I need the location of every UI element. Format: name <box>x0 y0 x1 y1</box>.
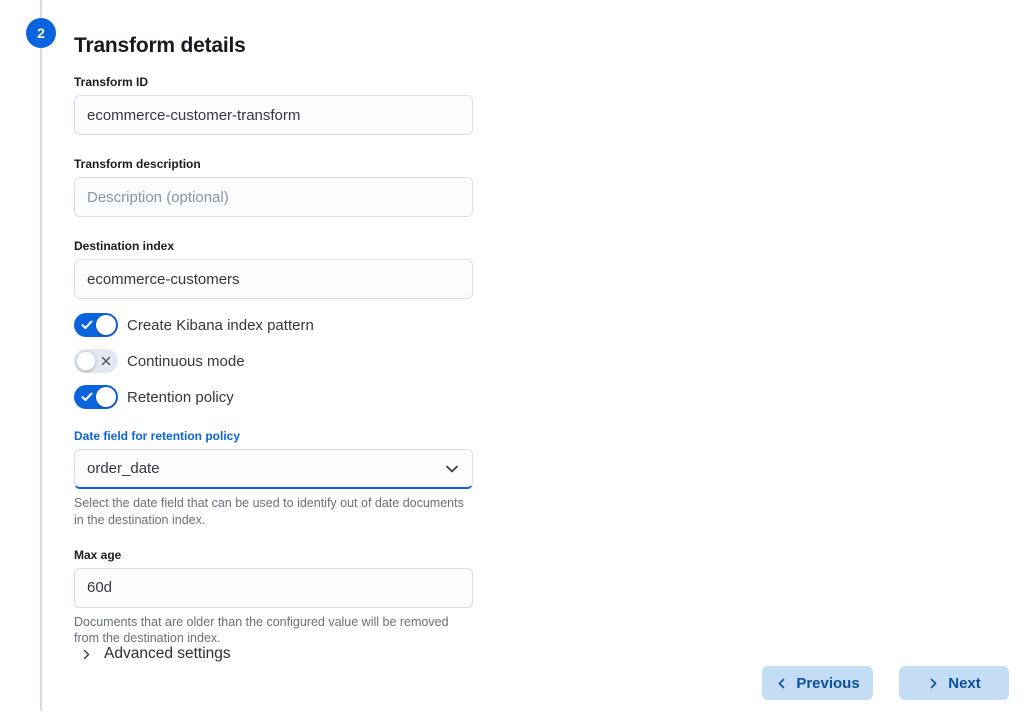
transform-id-label: Transform ID <box>74 75 149 89</box>
check-icon <box>81 320 93 330</box>
retention-date-select[interactable] <box>74 449 473 489</box>
switch-knob <box>96 387 116 407</box>
switch-knob <box>96 315 116 335</box>
transform-details-form <box>74 70 474 647</box>
destination-index-input[interactable] <box>74 259 473 299</box>
advanced-settings-toggle[interactable] <box>80 645 231 663</box>
max-age-help-text: Documents that are older than the configured value will be removed from the destination index. <box>74 614 449 646</box>
page-title: Transform details <box>74 34 246 58</box>
toggle-row-create-index-pattern <box>74 313 474 337</box>
retention-policy-switch[interactable] <box>74 385 118 409</box>
create-index-pattern-switch[interactable] <box>74 313 118 337</box>
advanced-settings-label: Advanced settings <box>104 645 231 662</box>
destination-index-label: Destination index <box>74 239 175 253</box>
max-age-label: Max age <box>74 547 122 562</box>
chevron-right-icon <box>80 648 93 661</box>
transform-description-input[interactable] <box>74 177 473 217</box>
cross-icon <box>101 356 111 366</box>
chevron-right-icon <box>927 677 940 690</box>
continuous-mode-switch[interactable] <box>74 349 118 373</box>
retention-date-select-value: order_date <box>87 460 160 477</box>
toggle-row-retention-policy <box>74 385 474 409</box>
step-number: 2 <box>37 25 45 41</box>
create-index-pattern-label: Create Kibana index pattern <box>127 316 314 334</box>
next-button-label: Next <box>948 674 981 692</box>
transform-description-label: Transform description <box>74 157 201 171</box>
previous-button-label: Previous <box>796 674 860 692</box>
retention-date-help-text: Select the date field that can be used to identify out of date documents in the destination index. <box>74 496 464 527</box>
transform-id-input[interactable] <box>74 95 473 135</box>
step-badge <box>26 18 56 48</box>
previous-button[interactable] <box>762 666 873 700</box>
max-age-input[interactable] <box>74 568 473 608</box>
chevron-down-icon <box>444 461 460 477</box>
retention-date-field-label: Date field for retention policy <box>74 429 241 443</box>
stepper-line <box>40 0 42 711</box>
retention-policy-label: Retention policy <box>127 388 234 406</box>
chevron-left-icon <box>775 677 788 690</box>
next-button[interactable] <box>899 666 1009 700</box>
check-icon <box>81 392 93 402</box>
toggle-row-continuous-mode <box>74 349 474 373</box>
switch-knob <box>76 351 96 371</box>
continuous-mode-label: Continuous mode <box>127 352 245 370</box>
